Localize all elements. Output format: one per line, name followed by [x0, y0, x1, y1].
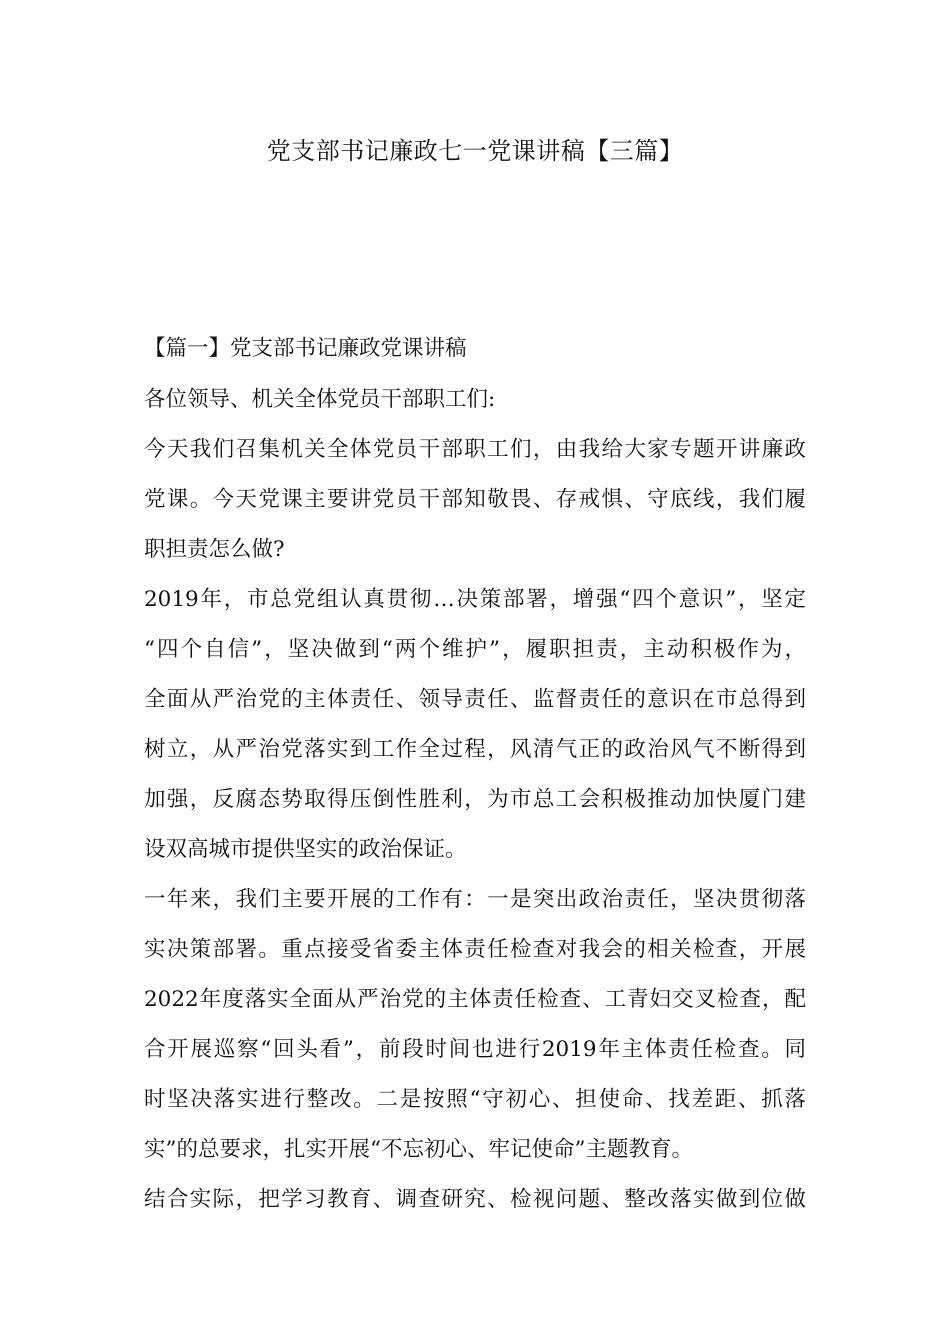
body-line: “四个自信”，坚决做到“两个维护”，履职担责，主动积极作为，: [144, 637, 806, 662]
body-line: 党课。今天党课主要讲党员干部知敬畏、存戒惧、守底线，我们履: [144, 487, 806, 512]
document-title: 党支部书记廉政七一党课讲稿【三篇】: [266, 137, 684, 165]
body-line: 一年来，我们主要开展的工作有：一是突出政治责任，坚决贯彻落: [144, 887, 806, 912]
body-line: 2022年度落实全面从严治党的主体责任检查、工青妇交叉检查，配: [144, 987, 806, 1012]
body-line: 结合实际，把学习教育、调查研究、检视问题、整改落实做到位做: [144, 1187, 806, 1212]
body-line: 2019年，市总党组认真贯彻…决策部署，增强“四个意识”，坚定: [144, 587, 806, 612]
body-line: 实”的总要求，扎实开展“不忘初心、牢记使命”主题教育。: [144, 1137, 693, 1162]
body-line: 今天我们召集机关全体党员干部职工们，由我给大家专题开讲廉政: [144, 437, 806, 462]
body-line: 加强，反腐态势取得压倒性胜利，为市总工会积极推动加快厦门建: [144, 787, 806, 812]
section-heading: 【篇一】党支部书记廉政党课讲稿: [144, 336, 467, 361]
body-line: 职担责怎么做?: [144, 537, 285, 562]
body-line: 时坚决落实进行整改。二是按照“守初心、担使命、找差距、抓落: [144, 1087, 806, 1112]
body-line: 树立，从严治党落实到工作全过程，风清气正的政治风气不断得到: [144, 737, 806, 762]
salutation: 各位领导、机关全体党员干部职工们:: [144, 387, 496, 412]
body-line: 全面从严治党的主体责任、领导责任、监督责任的意识在市总得到: [144, 687, 806, 712]
body-line: 合开展巡察“回头看”，前段时间也进行2019年主体责任检查。同: [144, 1037, 806, 1062]
body-line: 设双高城市提供坚实的政治保证。: [144, 837, 467, 862]
body-line: 实决策部署。重点接受省委主体责任检查对我会的相关检查，开展: [144, 937, 806, 962]
